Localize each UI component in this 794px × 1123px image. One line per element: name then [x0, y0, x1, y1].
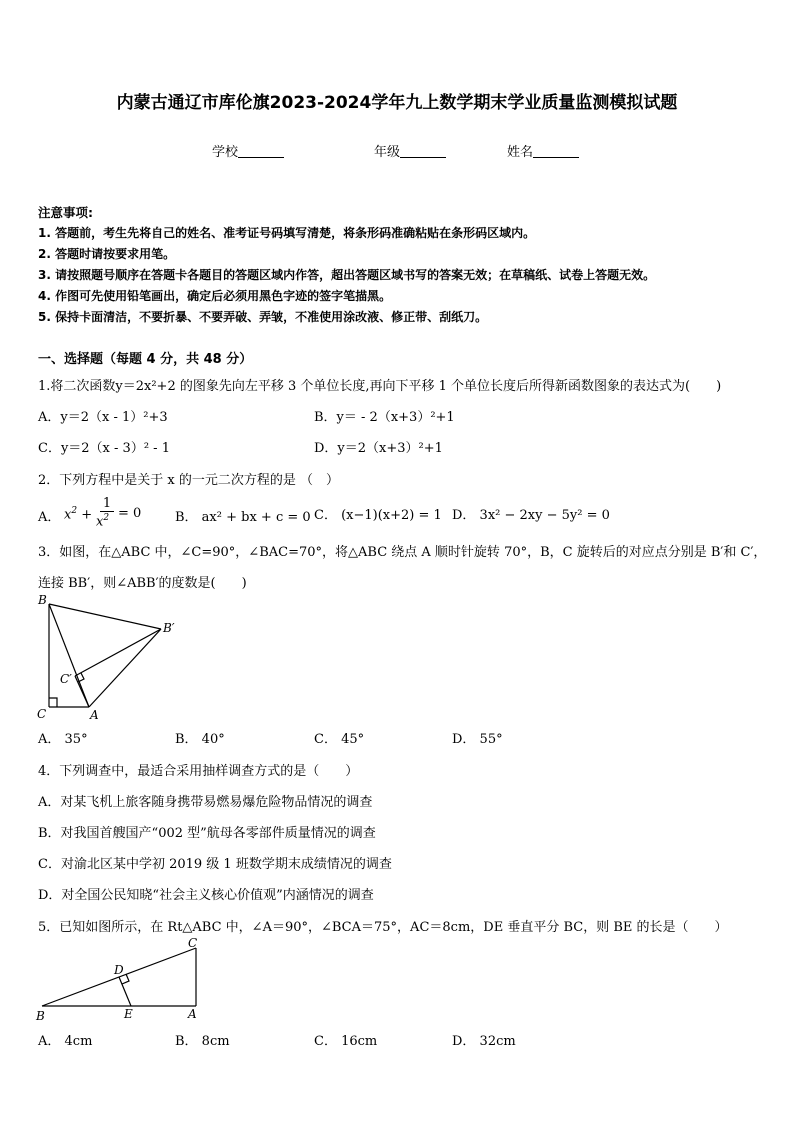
note-item: 3. 请按照题号顺序在答题卡各题目的答题区域内作答，超出答题区域书写的答案无效；在草稿纸、试卷上答题无效。 — [38, 268, 656, 282]
q5-label-b: B — [36, 1009, 45, 1023]
school-blank — [238, 145, 284, 158]
q3-label-b: B — [38, 593, 47, 607]
question-3-stem-line1: 3．如图，在△ABC 中，∠C=90°，∠BAC=70°，将△ABC 绕点 A 顺时针旋转 70°，B，C 旋转后的对应点分别是 B′和 C′， — [38, 545, 767, 560]
page-title: 内蒙古通辽市库伦旗2023-2024学年九上数学期末学业质量监测模拟试题 — [116, 93, 678, 113]
q5-option-d: D． 32cm — [452, 1034, 516, 1049]
q1-option-b: B．y＝ - 2（x+3）²+1 — [314, 410, 455, 425]
q2-option-a-term: $x^2$ + — [64, 506, 93, 523]
q2-option-b: B． ax² + bx + c = 0 — [175, 510, 311, 525]
q1-option-a: A．y＝2（x - 1）²+3 — [38, 410, 168, 425]
grade-field — [374, 141, 446, 160]
q3-label-a: A — [90, 708, 99, 722]
q3-option-c: C． 45° — [314, 732, 365, 747]
q3-label-c-prime: C′ — [60, 672, 72, 686]
q5-option-b: B． 8cm — [175, 1034, 230, 1049]
q4-option-d: D．对全国公民知晓“社会主义核心价值观”内涵情况的调查 — [38, 888, 374, 903]
q3-label-c: C — [37, 707, 47, 721]
q2-option-d: D． 3x² − 2xy − 5y² = 0 — [452, 508, 610, 523]
q3-right-angle-c — [49, 698, 57, 707]
q5-label-e: E — [124, 1007, 133, 1021]
note-item: 4. 作图可先使用铅笔画出，确定后必须用黑色字迹的签字笔描黑。 — [38, 289, 392, 303]
q3-label-b-prime: B′ — [163, 621, 175, 635]
name-field — [507, 141, 579, 160]
question-2-stem: 2．下列方程中是关于 x 的一元二次方程的是 （ ） — [38, 473, 339, 488]
q5-label-c: C — [188, 936, 198, 950]
q5-option-c: C． 16cm — [314, 1034, 378, 1049]
q2-option-a-label: A． — [38, 510, 61, 525]
q3-side-ab-prime — [89, 629, 161, 707]
q4-option-c: C．对渝北区某中学初 2019 级 1 班数学期末成绩情况的调查 — [38, 857, 392, 872]
q2-option-a-denominator: $x^2$ — [96, 513, 110, 530]
name-blank — [533, 145, 579, 158]
q1-option-d: D．y＝2（x+3）²+1 — [314, 441, 443, 456]
grade-blank — [400, 145, 446, 158]
q2-option-c: C． (x−1)(x+2) = 1 — [314, 508, 442, 523]
question-4-stem: 4．下列调查中，最适合采用抽样调查方式的是（ ） — [38, 764, 359, 779]
q5-label-d: D — [114, 963, 124, 977]
name-label: 姓名 — [507, 145, 534, 160]
school-field — [212, 141, 284, 160]
q3-option-b: B． 40° — [175, 732, 225, 747]
q2-option-a-numerator: 1 — [100, 496, 114, 512]
section-heading: 一、选择题（每题 4 分，共 48 分） — [38, 352, 253, 367]
q3-option-d: D． 55° — [452, 732, 503, 747]
question-1-stem: 1.将二次函数y＝2x²+2 的图象先向左平移 3 个单位长度,再向下平移 1 个单位长度后所得新函数图象的表达式为( ) — [38, 379, 722, 394]
q5-option-a: A． 4cm — [38, 1034, 93, 1049]
question-5-stem: 5．已知如图所示，在 Rt△ABC 中，∠A＝90°，∠BCA＝75°，AC＝8cm，DE 垂直平分 BC，则 BE 的长是（ ） — [38, 920, 728, 935]
q3-rotation-diagram — [34, 592, 184, 724]
notes-heading: 注意事项: — [38, 205, 93, 220]
q5-triangle-diagram — [30, 936, 220, 1026]
q3-option-a: A． 35° — [38, 732, 88, 747]
q3-side-ab — [49, 604, 89, 707]
q3-segment-bb-prime — [49, 604, 161, 629]
note-item: 5. 保持卡面清洁，不要折暴、不要弄破、弄皱，不准使用涂改液、修正带、刮纸刀。 — [38, 310, 488, 324]
school-label: 学校 — [212, 145, 239, 160]
q2-option-a-rest: = 0 — [118, 506, 142, 521]
q5-label-a: A — [188, 1007, 197, 1021]
grade-label: 年级 — [374, 145, 401, 160]
q1-option-c: C．y＝2（x - 3）² - 1 — [38, 441, 170, 456]
q4-option-a: A．对某飞机上旅客随身携带易燃易爆危险物品情况的调查 — [38, 795, 373, 810]
note-item: 1. 答题前，考生先将自己的姓名、准考证号码填写清楚，将条形码准确粘贴在条形码区域内。 — [38, 226, 536, 240]
note-item: 2. 答题时请按要求用笔。 — [38, 247, 176, 261]
q3-side-c-prime-b-prime — [75, 629, 161, 676]
question-3-stem-line2: 连接 BB′，则∠ABB′的度数是( ) — [38, 576, 247, 591]
q4-option-b: B．对我国首艘国产“002 型”航母各零部件质量情况的调查 — [38, 826, 376, 841]
